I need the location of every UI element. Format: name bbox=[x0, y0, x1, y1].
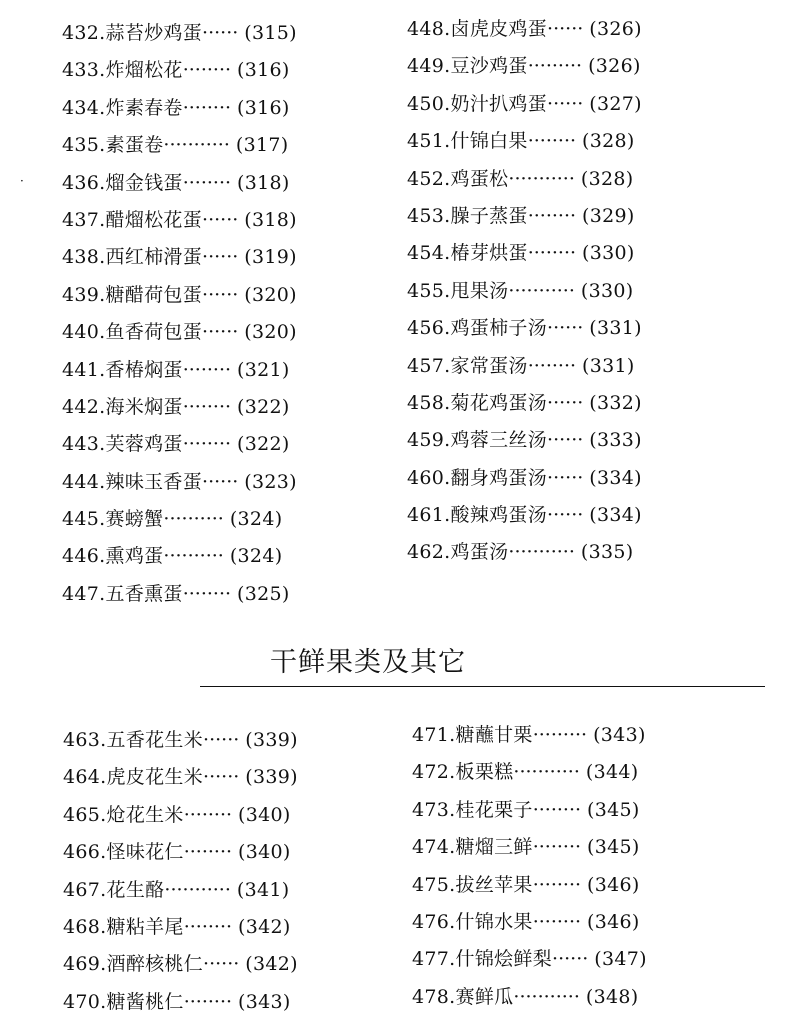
entry-title: 花生酪 bbox=[106, 878, 165, 901]
entry-title: 翻身鸡蛋汤 bbox=[450, 466, 548, 489]
entry-page-number: (348) bbox=[585, 985, 639, 1008]
entry-number: 456 bbox=[407, 317, 445, 340]
entry-leader-dots: ··········· bbox=[164, 878, 231, 901]
entry-number: 476 bbox=[412, 910, 450, 933]
entry-separator: . bbox=[449, 910, 456, 933]
entry-page-number: (346) bbox=[587, 873, 640, 896]
entry-page-number: (331) bbox=[582, 354, 635, 377]
entry-separator: . bbox=[449, 836, 456, 859]
toc-entry bbox=[412, 941, 647, 978]
toc-entry bbox=[407, 48, 642, 85]
entry-leader-dots: ········ bbox=[527, 130, 577, 153]
entry-leader-dots: ······ bbox=[203, 953, 240, 976]
toc-entry bbox=[62, 90, 297, 127]
entry-number: 468 bbox=[63, 915, 101, 938]
entry-number: 454 bbox=[407, 242, 445, 265]
toc-entry bbox=[62, 15, 297, 52]
entry-separator: . bbox=[99, 545, 106, 568]
entry-title: 虎皮花生米 bbox=[106, 766, 204, 789]
toc-entry bbox=[407, 198, 642, 235]
toc-entry bbox=[62, 202, 297, 239]
entry-page-number: (345) bbox=[587, 798, 640, 821]
entry-leader-dots: ······ bbox=[202, 283, 239, 306]
entry-leader-dots: ······ bbox=[202, 208, 239, 231]
entry-page-number: (322) bbox=[237, 395, 290, 418]
entry-leader-dots: ·········· bbox=[163, 508, 224, 531]
entry-number: 478 bbox=[412, 985, 450, 1008]
entry-separator: . bbox=[444, 92, 451, 115]
toc-entry bbox=[407, 123, 642, 160]
entry-title: 醋熘松花蛋 bbox=[105, 208, 203, 231]
toc-entry bbox=[412, 979, 647, 1016]
entry-leader-dots: ········ bbox=[182, 433, 232, 456]
toc-entry bbox=[63, 759, 298, 796]
toc-entry bbox=[63, 946, 298, 983]
entry-separator: . bbox=[449, 985, 456, 1008]
toc-entry bbox=[62, 277, 297, 314]
entry-separator: . bbox=[99, 171, 106, 194]
entry-title: 赛鲜瓜 bbox=[455, 985, 514, 1008]
entry-page-number: (340) bbox=[238, 841, 291, 864]
entry-page-number: (339) bbox=[245, 766, 298, 789]
entry-separator: . bbox=[100, 729, 107, 751]
entry-title: 卤虎皮鸡蛋 bbox=[450, 18, 548, 40]
toc-entry bbox=[407, 11, 642, 48]
section-divider bbox=[200, 686, 765, 687]
entry-number: 444 bbox=[62, 470, 100, 493]
entry-number: 462 bbox=[407, 541, 445, 564]
entry-separator: . bbox=[449, 798, 456, 821]
toc-entry bbox=[407, 385, 642, 422]
entry-page-number: (327) bbox=[589, 92, 642, 115]
entry-leader-dots: ········ bbox=[183, 803, 233, 826]
toc-entry bbox=[407, 497, 642, 534]
entry-title: 素蛋卷 bbox=[105, 134, 164, 157]
entry-separator: . bbox=[444, 242, 451, 265]
entry-page-number: (320) bbox=[244, 283, 297, 306]
entry-title: 辣味玉香蛋 bbox=[105, 470, 203, 493]
entry-number: 463 bbox=[63, 729, 101, 751]
entry-separator: . bbox=[100, 990, 107, 1013]
entry-separator: . bbox=[99, 22, 106, 44]
entry-number: 460 bbox=[407, 466, 445, 489]
entry-number: 448 bbox=[407, 18, 445, 40]
entry-leader-dots: ········ bbox=[532, 798, 582, 821]
entry-page-number: (341) bbox=[236, 878, 290, 901]
entry-page-number: (322) bbox=[237, 433, 290, 456]
entry-separator: . bbox=[99, 208, 106, 231]
toc-entry bbox=[62, 165, 297, 202]
entry-title: 怪味花仁 bbox=[106, 841, 184, 864]
entry-number: 466 bbox=[63, 841, 101, 864]
entry-page-number: (347) bbox=[594, 948, 647, 971]
entry-leader-dots: ········ bbox=[182, 171, 232, 194]
entry-leader-dots: ········ bbox=[182, 395, 232, 418]
entry-number: 464 bbox=[63, 766, 101, 789]
entry-page-number: (320) bbox=[244, 321, 297, 344]
entry-number: 472 bbox=[412, 761, 450, 784]
entry-leader-dots: ······ bbox=[547, 504, 584, 527]
toc-entry bbox=[63, 872, 298, 909]
entry-leader-dots: ······ bbox=[547, 391, 584, 414]
toc-entry bbox=[412, 717, 647, 754]
entry-number: 453 bbox=[407, 204, 445, 227]
entry-number: 440 bbox=[62, 321, 100, 344]
toc-entry bbox=[62, 426, 297, 463]
toc-entry bbox=[407, 86, 642, 123]
entry-page-number: (325) bbox=[237, 582, 290, 605]
entry-number: 442 bbox=[62, 395, 100, 418]
entry-title: 五香花生米 bbox=[106, 729, 204, 751]
toc-column-part2-right bbox=[412, 717, 647, 1016]
entry-number: 432 bbox=[62, 22, 100, 44]
section-heading: 干鲜果类及其它 bbox=[270, 647, 466, 678]
entry-separator: . bbox=[100, 953, 107, 976]
entry-number: 452 bbox=[407, 167, 445, 190]
entry-title: 香椿焖蛋 bbox=[105, 358, 183, 381]
entry-separator: . bbox=[99, 321, 106, 344]
entry-number: 469 bbox=[63, 953, 101, 976]
toc-entry bbox=[62, 576, 297, 613]
toc-column-part1-left bbox=[62, 15, 297, 613]
entry-separator: . bbox=[449, 724, 456, 746]
entry-number: 467 bbox=[63, 878, 101, 901]
entry-number: 457 bbox=[407, 354, 445, 377]
entry-page-number: (328) bbox=[582, 130, 635, 153]
entry-title: 炸熘松花 bbox=[105, 59, 183, 82]
entry-number: 438 bbox=[62, 246, 100, 269]
entry-title: 鸡蛋汤 bbox=[450, 541, 509, 564]
entry-title: 熘金钱蛋 bbox=[105, 171, 183, 194]
entry-leader-dots: ······ bbox=[202, 470, 239, 493]
entry-page-number: (321) bbox=[237, 358, 290, 381]
entry-leader-dots: ······ bbox=[202, 321, 239, 344]
entry-separator: . bbox=[444, 55, 451, 78]
entry-page-number: (324) bbox=[229, 508, 283, 531]
entry-title: 糖酱桃仁 bbox=[106, 990, 184, 1013]
entry-leader-dots: ··········· bbox=[508, 279, 575, 302]
entry-page-number: (316) bbox=[237, 59, 290, 82]
entry-leader-dots: ········· bbox=[527, 55, 583, 78]
entry-leader-dots: ········ bbox=[532, 910, 582, 933]
entry-separator: . bbox=[449, 873, 456, 896]
entry-leader-dots: ········ bbox=[182, 358, 232, 381]
toc-entry bbox=[412, 867, 647, 904]
entry-separator: . bbox=[99, 96, 106, 119]
toc-entry bbox=[63, 834, 298, 871]
entry-number: 470 bbox=[63, 990, 101, 1013]
entry-page-number: (315) bbox=[244, 22, 297, 44]
toc-entry bbox=[407, 460, 642, 497]
toc-column-part1-right bbox=[407, 11, 642, 572]
entry-title: 炝花生米 bbox=[106, 803, 184, 826]
entry-number: 450 bbox=[407, 92, 445, 115]
toc-entry bbox=[407, 273, 642, 310]
toc-entry bbox=[63, 909, 298, 946]
entry-separator: . bbox=[444, 504, 451, 527]
entry-page-number: (331) bbox=[589, 317, 642, 340]
toc-entry bbox=[412, 904, 647, 941]
entry-title: 什锦烩鲜梨 bbox=[455, 948, 553, 971]
entry-title: 蒜苔炒鸡蛋 bbox=[105, 22, 203, 44]
entry-page-number: (316) bbox=[237, 96, 290, 119]
entry-title: 芙蓉鸡蛋 bbox=[105, 433, 183, 456]
entry-leader-dots: ··········· bbox=[513, 985, 580, 1008]
toc-entry bbox=[63, 722, 298, 759]
entry-leader-dots: ········ bbox=[182, 59, 232, 82]
entry-leader-dots: ········ bbox=[527, 242, 577, 265]
entry-page-number: (329) bbox=[582, 204, 635, 227]
toc-entry bbox=[412, 754, 647, 791]
entry-number: 447 bbox=[62, 582, 100, 605]
toc-entry bbox=[412, 829, 647, 866]
entry-leader-dots: ··········· bbox=[513, 761, 580, 784]
entry-page-number: (334) bbox=[589, 466, 642, 489]
entry-leader-dots: ········ bbox=[183, 915, 233, 938]
entry-separator: . bbox=[99, 470, 106, 493]
entry-leader-dots: ········· bbox=[532, 724, 588, 746]
entry-number: 449 bbox=[407, 55, 445, 78]
toc-entry bbox=[407, 348, 642, 385]
entry-leader-dots: ········ bbox=[182, 96, 232, 119]
entry-title: 椿芽烘蛋 bbox=[450, 242, 528, 265]
entry-number: 455 bbox=[407, 279, 445, 302]
toc-entry bbox=[62, 127, 297, 164]
entry-number: 433 bbox=[62, 59, 100, 82]
entry-leader-dots: ········ bbox=[532, 873, 582, 896]
entry-page-number: (344) bbox=[585, 761, 639, 784]
entry-number: 458 bbox=[407, 391, 445, 414]
entry-number: 446 bbox=[62, 545, 100, 568]
entry-title: 五香熏蛋 bbox=[105, 582, 183, 605]
entry-number: 441 bbox=[62, 358, 100, 381]
entry-leader-dots: ······ bbox=[547, 429, 584, 452]
entry-page-number: (335) bbox=[580, 541, 634, 564]
toc-entry bbox=[407, 534, 642, 571]
entry-separator: . bbox=[99, 59, 106, 82]
entry-separator: . bbox=[99, 246, 106, 269]
entry-page-number: (346) bbox=[587, 910, 640, 933]
entry-number: 436 bbox=[62, 171, 100, 194]
entry-separator: . bbox=[444, 429, 451, 452]
entry-separator: . bbox=[99, 433, 106, 456]
entry-separator: . bbox=[100, 841, 107, 864]
toc-entry bbox=[407, 161, 642, 198]
entry-title: 豆沙鸡蛋 bbox=[450, 55, 528, 78]
toc-entry bbox=[412, 792, 647, 829]
entry-page-number: (330) bbox=[580, 279, 634, 302]
entry-leader-dots: ··········· bbox=[163, 134, 230, 157]
entry-title: 糖醋荷包蛋 bbox=[105, 283, 203, 306]
entry-leader-dots: ······ bbox=[547, 92, 584, 115]
entry-number: 437 bbox=[62, 208, 100, 231]
entry-page-number: (326) bbox=[589, 18, 642, 40]
entry-title: 酒醉核桃仁 bbox=[106, 953, 204, 976]
entry-page-number: (328) bbox=[580, 167, 634, 190]
entry-number: 471 bbox=[412, 724, 450, 746]
entry-page-number: (318) bbox=[244, 208, 297, 231]
entry-separator: . bbox=[444, 391, 451, 414]
entry-number: 477 bbox=[412, 948, 450, 971]
entry-leader-dots: ········ bbox=[527, 354, 577, 377]
entry-separator: . bbox=[444, 541, 451, 564]
entry-title: 桂花栗子 bbox=[455, 798, 533, 821]
entry-title: 奶汁扒鸡蛋 bbox=[450, 92, 548, 115]
entry-page-number: (342) bbox=[238, 915, 291, 938]
entry-number: 465 bbox=[63, 803, 101, 826]
entry-number: 475 bbox=[412, 873, 450, 896]
entry-separator: . bbox=[449, 761, 456, 784]
entry-separator: . bbox=[99, 283, 106, 306]
entry-separator: . bbox=[444, 167, 451, 190]
entry-number: 474 bbox=[412, 836, 450, 859]
entry-separator: . bbox=[99, 582, 106, 605]
entry-page-number: (343) bbox=[238, 990, 291, 1013]
entry-number: 459 bbox=[407, 429, 445, 452]
entry-leader-dots: ··········· bbox=[508, 541, 575, 564]
entry-number: 445 bbox=[62, 508, 100, 531]
toc-entry bbox=[62, 352, 297, 389]
entry-title: 熏鸡蛋 bbox=[105, 545, 164, 568]
entry-page-number: (326) bbox=[588, 55, 641, 78]
entry-title: 鱼香荷包蛋 bbox=[105, 321, 203, 344]
entry-separator: . bbox=[99, 358, 106, 381]
entry-title: 什锦白果 bbox=[450, 130, 528, 153]
entry-separator: . bbox=[444, 130, 451, 153]
entry-title: 鸡蓉三丝汤 bbox=[450, 429, 548, 452]
toc-column-part2-left bbox=[63, 722, 298, 1021]
entry-number: 443 bbox=[62, 433, 100, 456]
entry-number: 473 bbox=[412, 798, 450, 821]
entry-title: 糖蘸甘栗 bbox=[455, 724, 533, 746]
entry-title: 鸡蛋柿子汤 bbox=[450, 317, 548, 340]
entry-page-number: (334) bbox=[589, 504, 642, 527]
entry-page-number: (343) bbox=[593, 724, 646, 746]
entry-leader-dots: ······ bbox=[547, 18, 584, 40]
entry-title: 糖粘羊尾 bbox=[106, 915, 184, 938]
entry-leader-dots: ······ bbox=[547, 317, 584, 340]
entry-page-number: (333) bbox=[589, 429, 642, 452]
entry-leader-dots: ······ bbox=[203, 766, 240, 789]
entry-leader-dots: ········ bbox=[183, 841, 233, 864]
entry-number: 434 bbox=[62, 96, 100, 119]
entry-title: 海米焖蛋 bbox=[105, 395, 183, 418]
entry-separator: . bbox=[449, 948, 456, 971]
entry-title: 西红柿滑蛋 bbox=[105, 246, 203, 269]
entry-leader-dots: ······ bbox=[552, 948, 589, 971]
entry-title: 酸辣鸡蛋汤 bbox=[450, 504, 548, 527]
entry-title: 甩果汤 bbox=[450, 279, 509, 302]
entry-leader-dots: ······ bbox=[547, 466, 584, 489]
toc-entry bbox=[62, 52, 297, 89]
entry-separator: . bbox=[444, 354, 451, 377]
entry-page-number: (324) bbox=[229, 545, 283, 568]
entry-page-number: (330) bbox=[582, 242, 635, 265]
entry-title: 菊花鸡蛋汤 bbox=[450, 391, 548, 414]
entry-number: 439 bbox=[62, 283, 100, 306]
entry-title: 什锦水果 bbox=[455, 910, 533, 933]
entry-separator: . bbox=[444, 18, 451, 40]
entry-page-number: (319) bbox=[244, 246, 297, 269]
entry-leader-dots: ······ bbox=[202, 22, 239, 44]
toc-entry bbox=[407, 235, 642, 272]
toc-entry bbox=[63, 797, 298, 834]
scan-speck: · bbox=[20, 174, 24, 188]
entry-title: 炸素春卷 bbox=[105, 96, 183, 119]
entry-leader-dots: ······ bbox=[203, 729, 240, 751]
entry-separator: . bbox=[100, 878, 107, 901]
entry-number: 461 bbox=[407, 504, 445, 527]
entry-leader-dots: ········ bbox=[182, 582, 232, 605]
entry-leader-dots: ·········· bbox=[163, 545, 224, 568]
toc-entry bbox=[62, 464, 297, 501]
toc-entry bbox=[62, 501, 297, 538]
entry-separator: . bbox=[99, 508, 106, 531]
entry-page-number: (339) bbox=[245, 729, 298, 751]
entry-page-number: (323) bbox=[244, 470, 297, 493]
entry-separator: . bbox=[100, 766, 107, 789]
entry-page-number: (318) bbox=[237, 171, 290, 194]
entry-separator: . bbox=[444, 204, 451, 227]
toc-entry bbox=[63, 984, 298, 1021]
entry-title: 赛螃蟹 bbox=[105, 508, 164, 531]
entry-separator: . bbox=[444, 279, 451, 302]
entry-separator: . bbox=[444, 317, 451, 340]
entry-page-number: (332) bbox=[589, 391, 642, 414]
entry-title: 拔丝苹果 bbox=[455, 873, 533, 896]
entry-separator: . bbox=[99, 395, 106, 418]
entry-page-number: (342) bbox=[245, 953, 298, 976]
entry-title: 臊子蒸蛋 bbox=[450, 204, 528, 227]
entry-title: 鸡蛋松 bbox=[450, 167, 509, 190]
entry-leader-dots: ··········· bbox=[508, 167, 575, 190]
entry-title: 家常蛋汤 bbox=[450, 354, 528, 377]
toc-entry bbox=[407, 422, 642, 459]
entry-page-number: (317) bbox=[235, 134, 289, 157]
entry-title: 板栗糕 bbox=[455, 761, 514, 784]
entry-leader-dots: ········ bbox=[532, 836, 582, 859]
toc-entry bbox=[62, 314, 297, 351]
entry-number: 435 bbox=[62, 134, 100, 157]
entry-title: 糖熘三鲜 bbox=[455, 836, 533, 859]
entry-leader-dots: ········ bbox=[527, 204, 577, 227]
toc-entry bbox=[407, 310, 642, 347]
entry-leader-dots: ········ bbox=[183, 990, 233, 1013]
entry-leader-dots: ······ bbox=[202, 246, 239, 269]
entry-separator: . bbox=[444, 466, 451, 489]
entry-page-number: (340) bbox=[238, 803, 291, 826]
entry-separator: . bbox=[100, 915, 107, 938]
toc-entry bbox=[62, 538, 297, 575]
entry-page-number: (345) bbox=[587, 836, 640, 859]
toc-entry bbox=[62, 239, 297, 276]
toc-entry bbox=[62, 389, 297, 426]
entry-separator: . bbox=[99, 134, 106, 157]
entry-number: 451 bbox=[407, 130, 445, 153]
entry-separator: . bbox=[100, 803, 107, 826]
